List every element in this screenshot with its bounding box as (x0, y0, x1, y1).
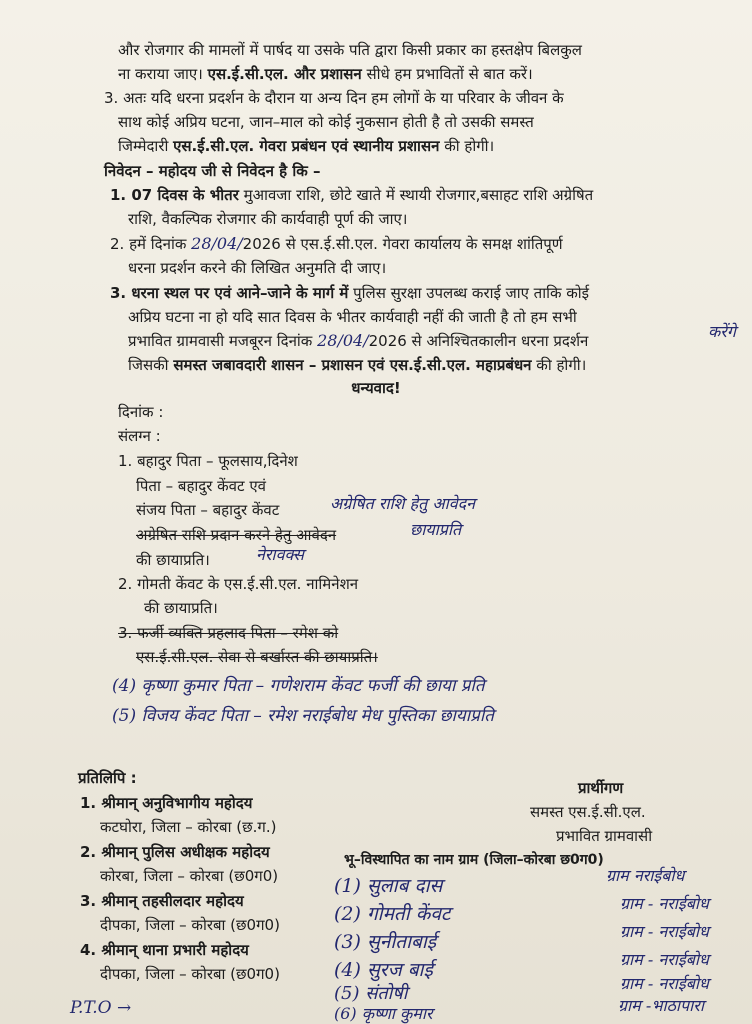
text-line: और रोजगार की मामलों में पार्षद या उसके पति द्वारा किसी प्रकार का हस्तक्षेप बिलकुल (118, 41, 582, 59)
applicant-name: (1) सुलाब दास (334, 875, 443, 897)
text-line: की छायाप्रति। (136, 551, 210, 569)
text-fragment: जिम्मेदारी (118, 137, 169, 155)
struck-text-line: अग्रेषित राशि प्रदान करने हेतु आवेदन (136, 526, 337, 544)
applicant-village: ग्राम - नराईबोध (620, 974, 709, 993)
text-line (118, 136, 494, 156)
applicant-village: ग्राम -भाठापारा (618, 996, 704, 1015)
applicant-name: (4) सुरज बाई (334, 959, 433, 981)
text-line (128, 331, 588, 351)
text-line: पिता – बहादुर केंवट एवं (136, 477, 266, 495)
thanks-line: धन्यवाद! (351, 379, 401, 397)
applicant-name: (5) संतोषी (334, 983, 408, 1004)
handwritten-margin-note: करेंगे (708, 322, 736, 341)
struck-text-line: 3. फर्जी व्यक्ति प्रहलाद पिता – रमेश को (118, 624, 339, 642)
text-line: प्रभावित ग्रामवासी (556, 827, 653, 845)
text-fragment: पुलिस सुरक्षा उपलब्ध कराई जाए ताकि कोई (353, 284, 590, 302)
text-line: दीपका, जिला – कोरबा (छ0ग0) (100, 916, 280, 934)
applicant-name: (2) गोमती केंवट (334, 903, 451, 925)
applicants-table-header: भू–विस्थापित का नाम ग्राम (जिला–कोरबा छ0ग0) (344, 852, 604, 868)
struck-text-line: एस.ई.सी.एल. सेवा से बर्खास्त की छायाप्रति। (136, 648, 378, 666)
applicants-label: प्रार्थीगण (578, 779, 624, 797)
section-heading: निवेदन – महोदय जी से निवेदन है कि – (104, 162, 321, 180)
text-line (110, 185, 593, 205)
applicant-village: ग्राम - नराईबोध (620, 950, 709, 969)
text-line (118, 64, 533, 84)
text-line: की छायाप्रति। (144, 599, 218, 617)
text-fragment: जिसकी (128, 356, 169, 374)
text-fragment-bold: एस.ई.सी.एल. और प्रशासन (207, 65, 362, 83)
text-line (110, 234, 563, 254)
text-fragment: ना कराया जाए। (118, 65, 203, 83)
applicant-village: ग्राम नराईबोध (606, 866, 685, 885)
text-fragment: 2. हमें दिनांक (110, 235, 187, 253)
handwritten-item: (4) कृष्णा कुमार पिता – गणेशराम केंवट फर्जी की छाया प्रति (112, 676, 485, 696)
enclosure-label: संलग्न : (118, 427, 161, 445)
applicant-village: ग्राम - नराईबोध (620, 894, 709, 913)
text-line: अप्रिय घटना ना हो यदि सात दिवस के भीतर कार्यवाही नहीं की जाती है तो हम सभी (128, 308, 577, 326)
text-line: 4. श्रीमान् थाना प्रभारी महोदय (80, 941, 249, 959)
copy-label: प्रतिलिपि : (78, 769, 137, 787)
text-fragment: 2026 से एस.ई.सी.एल. गेवरा कार्यालय के समक्ष शांतिपूर्ण (242, 235, 563, 253)
text-line: राशि, वैकल्पिक रोजगार की कार्यवाही पूर्ण की जाए। (128, 210, 408, 228)
text-fragment-bold: समस्त जबावदारी शासन – प्रशासन एवं एस.ई.सी.एल. महाप्रबंधन (173, 356, 532, 374)
text-fragment: सीधे हम प्रभावितों से बात करें। (366, 65, 533, 83)
handwritten-note: अग्रेषित राशि हेतु आवेदन (330, 494, 475, 513)
text-line: धरना प्रदर्शन करने की लिखित अनुमति दी जाए। (128, 259, 387, 277)
text-line: कटघोरा, जिला – कोरबा (छ.ग.) (100, 818, 277, 836)
applicant-name: (6) कृष्णा कुमार (334, 1004, 433, 1023)
handwritten-note: नेरावक्स (256, 545, 304, 564)
text-line: 1. बहादुर पिता – फूलसाय,दिनेश (118, 452, 298, 470)
text-line: साथ कोई अप्रिय घटना, जान–माल को कोई नुकसान होती है तो उसकी समस्त (118, 113, 534, 131)
text-line: दीपका, जिला – कोरबा (छ0ग0) (100, 965, 280, 983)
handwritten-note: छायाप्रति (410, 520, 462, 539)
date-label: दिनांक : (118, 403, 164, 421)
text-line (128, 355, 586, 375)
text-line: समस्त एस.ई.सी.एल. (530, 803, 646, 821)
text-fragment-bold: 3. धरना स्थल पर एवं आने–जाने के मार्ग में (110, 284, 349, 302)
text-line: 2. गोमती केंवट के एस.ई.सी.एल. नामिनेशन (118, 575, 359, 593)
text-fragment: की होगी। (444, 137, 495, 155)
applicant-village: ग्राम - नराईबोध (620, 922, 709, 941)
pto-note: P.T.O → (70, 998, 132, 1018)
text-fragment: मुआवजा राशि, छोटे खाते में स्थायी रोजगार,बसाहट राशि अग्रेषित (243, 186, 594, 204)
text-line: संजय पिता – बहादुर केंवट (136, 501, 280, 519)
text-line: 2. श्रीमान् पुलिस अधीक्षक महोदय (80, 843, 270, 861)
text-fragment-bold: 1. 07 दिवस के भीतर (110, 186, 239, 204)
text-line: 3. श्रीमान् तहसीलदार महोदय (80, 892, 244, 910)
text-fragment: प्रभावित ग्रामवासी मजबूरन दिनांक (128, 332, 313, 350)
text-line: 1. श्रीमान् अनुविभागीय महोदय (80, 794, 253, 812)
text-fragment: की होगी। (536, 356, 587, 374)
text-line: कोरबा, जिला – कोरबा (छ0ग0) (100, 867, 279, 885)
applicant-name: (3) सुनीताबाई (334, 931, 437, 953)
text-fragment-bold: एस.ई.सी.एल. गेवरा प्रबंधन एवं स्थानीय प्रशासन (173, 137, 440, 155)
handwritten-date: 28/04/ (191, 234, 243, 253)
handwritten-date: 28/04/ (317, 331, 369, 350)
handwritten-item: (5) विजय केंवट पिता – रमेश नराईबोध मेध पुस्तिका छायाप्रति (112, 706, 494, 726)
text-line: 3. अतः यदि धरना प्रदर्शन के दौरान या अन्य दिन हम लोगों के या परिवार के जीवन के (104, 89, 564, 107)
text-line (110, 283, 589, 303)
text-fragment: 2026 से अनिश्चितकालीन धरना प्रदर्शन (368, 332, 589, 350)
